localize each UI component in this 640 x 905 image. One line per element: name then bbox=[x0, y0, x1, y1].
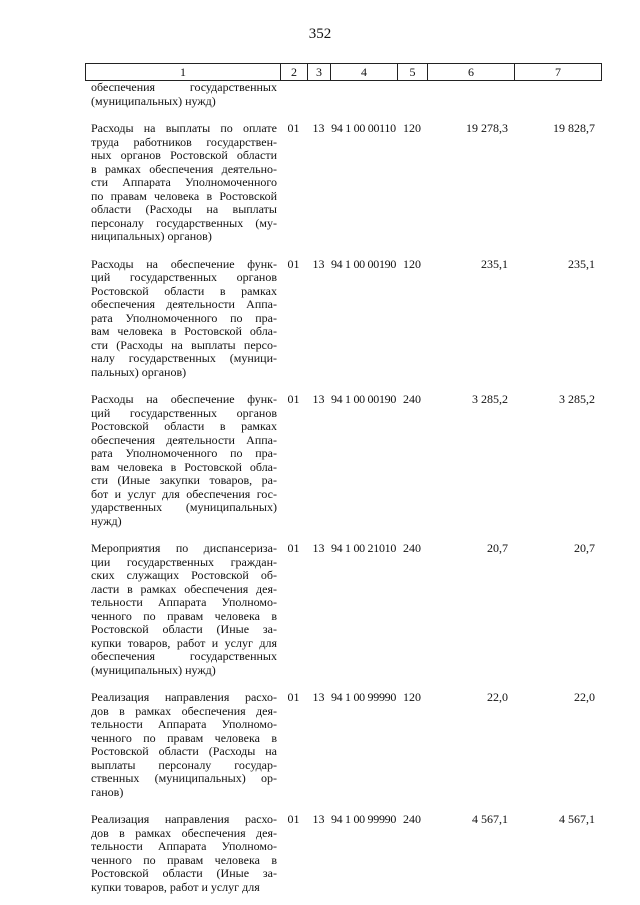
description-line: ченного по правам человека в bbox=[91, 608, 277, 623]
description-line: (муниципальных) нужд) bbox=[91, 93, 216, 108]
description-line: ганов) bbox=[91, 784, 124, 799]
table-row bbox=[85, 258, 601, 380]
target-article-code: 94 1 00 21010 bbox=[330, 541, 397, 555]
table-row bbox=[85, 691, 601, 799]
description-line: ций государственных органов bbox=[91, 405, 277, 420]
row-description bbox=[85, 393, 280, 528]
section-code: 01 bbox=[287, 121, 300, 135]
description-line: обеспечения государственных bbox=[91, 80, 277, 94]
row-description bbox=[85, 691, 280, 799]
amount-year-1: 4 567,1 bbox=[472, 812, 508, 826]
description-line: по правам человека в Ростовской bbox=[91, 188, 277, 203]
subsection-code: 13 bbox=[312, 392, 325, 406]
description-line: Расходы на обеспечение функ- bbox=[91, 256, 277, 271]
description-line: обеспечения деятельности Аппа- bbox=[91, 297, 277, 311]
description-line: рата Уполномоченного по пра- bbox=[91, 446, 277, 460]
row-description bbox=[85, 258, 280, 380]
description-line: сти Аппарата Уполномоченного bbox=[91, 175, 277, 189]
table-row bbox=[85, 122, 601, 244]
description-line: обеспечения государственных bbox=[91, 649, 277, 663]
amount-year-1: 235,1 bbox=[481, 256, 508, 271]
row-gap bbox=[85, 244, 601, 258]
row-description bbox=[85, 122, 280, 244]
target-article-code bbox=[330, 81, 397, 108]
description-line: Мероприятия по диспансеризa- bbox=[91, 541, 277, 555]
description-line: выплаты персоналу государ- bbox=[91, 757, 277, 772]
description-line: пальных) органов) bbox=[91, 364, 187, 379]
description-line: ченного по правам человека в bbox=[91, 852, 277, 867]
description-line: Ростовской области (Иные за- bbox=[91, 622, 277, 636]
description-line: Ростовской области в рамках bbox=[91, 283, 277, 298]
description-line: дов в рамках обеспечения дея- bbox=[91, 825, 277, 840]
target-article-code: 94 1 00 00110 bbox=[331, 121, 396, 135]
expense-type-code: 120 bbox=[403, 690, 421, 704]
column-header-2: 2 bbox=[281, 64, 308, 81]
subsection-code: 13 bbox=[312, 121, 325, 135]
row-gap bbox=[85, 799, 601, 813]
row-description bbox=[85, 81, 280, 108]
target-article-code: 94 1 00 00190 bbox=[330, 256, 397, 271]
expense-type-code: 240 bbox=[403, 812, 421, 826]
amount-year-2 bbox=[514, 81, 601, 108]
description-line: Ростовской области (Расходы на bbox=[91, 744, 277, 758]
amount-year-1: 22,0 bbox=[487, 690, 508, 704]
description-line: ций государственных органов bbox=[91, 270, 277, 284]
table-row bbox=[85, 81, 601, 108]
column-header-3: 3 bbox=[308, 64, 331, 81]
section-code: 01 bbox=[287, 812, 300, 826]
amount-year-1 bbox=[427, 81, 514, 108]
description-line: обеспечения деятельности Аппа- bbox=[91, 432, 277, 447]
expense-type-code: 120 bbox=[403, 121, 421, 135]
description-line: ции государственных граждан- bbox=[91, 554, 277, 569]
description-line: ударственных (муниципальных) bbox=[91, 500, 277, 514]
description-line: вам человека в Ростовской обла- bbox=[91, 459, 277, 474]
expense-type-code: 240 bbox=[403, 392, 421, 406]
description-line: Ростовской области в рамках bbox=[91, 419, 277, 433]
description-line: вам человека в Ростовской обла- bbox=[91, 324, 277, 338]
description-line: рата Уполномоченного по пра- bbox=[91, 310, 277, 325]
description-line: ченного по правам человека в bbox=[91, 730, 277, 745]
row-gap bbox=[85, 108, 601, 122]
description-line: ласти в рамках обеспечения дея- bbox=[91, 581, 277, 596]
page-number: 352 bbox=[308, 26, 332, 42]
row-gap bbox=[85, 677, 601, 691]
expense-type-code: 240 bbox=[403, 541, 421, 555]
row-gap bbox=[85, 379, 601, 393]
description-line: области (Расходы на выплаты bbox=[91, 202, 277, 216]
description-line: Расходы на выплаты по оплате bbox=[91, 121, 277, 135]
amount-year-2: 22,0 bbox=[574, 690, 595, 704]
subsection-code: 13 bbox=[312, 541, 325, 555]
column-header-7: 7 bbox=[515, 64, 602, 81]
description-line: Реализация направления расхо- bbox=[91, 812, 277, 826]
description-line: сти (Иные закупки товаров, ра- bbox=[91, 473, 277, 487]
subsection-code: 13 bbox=[312, 812, 325, 826]
expense-type-code: 120 bbox=[403, 256, 421, 271]
amount-year-2: 20,7 bbox=[574, 541, 595, 555]
amount-year-1: 20,7 bbox=[487, 541, 508, 555]
description-line: ственных (муниципальных) ор- bbox=[91, 771, 277, 785]
column-header-4: 4 bbox=[331, 64, 398, 81]
subsection-code bbox=[307, 81, 330, 108]
description-line: в рамках обеспечения деятельно- bbox=[91, 161, 277, 176]
section-code: 01 bbox=[287, 690, 300, 704]
target-article-code: 94 1 00 99990 bbox=[330, 812, 397, 826]
section-code: 01 bbox=[287, 392, 300, 406]
description-line: тельности Аппарата Уполномо- bbox=[91, 839, 277, 853]
amount-year-2: 4 567,1 bbox=[559, 812, 595, 826]
table-row bbox=[85, 542, 601, 677]
description-line: сти (Расходы на выплаты персо- bbox=[91, 337, 277, 352]
description-line: Расходы на обеспечение функ- bbox=[91, 392, 277, 406]
description-line: бот и услуг для обеспечения гос- bbox=[91, 486, 277, 501]
row-description bbox=[85, 813, 280, 894]
description-line: ских служащих Ростовской об- bbox=[91, 568, 277, 582]
table-row bbox=[85, 813, 601, 894]
description-line: персоналу государственных (му- bbox=[91, 215, 277, 230]
description-line: купки товаров, работ и услуг для bbox=[91, 635, 277, 650]
subsection-code: 13 bbox=[312, 256, 325, 271]
budget-table-body bbox=[85, 81, 601, 894]
description-line: тельности Аппарата Уполномо- bbox=[91, 717, 277, 731]
row-description bbox=[85, 542, 280, 677]
amount-year-2: 3 285,2 bbox=[559, 392, 595, 406]
section-code: 01 bbox=[287, 541, 300, 555]
target-article-code: 94 1 00 99990 bbox=[330, 690, 397, 704]
expense-type-code bbox=[397, 81, 427, 108]
column-header-6: 6 bbox=[428, 64, 515, 81]
description-line: тельности Аппарата Уполномо- bbox=[91, 595, 277, 609]
description-line: (муниципальных) нужд) bbox=[91, 662, 216, 677]
description-line: труда работников государствен- bbox=[91, 134, 277, 149]
description-line: Ростовской области (Иные за- bbox=[91, 866, 277, 880]
description-line: налу государственных (муници- bbox=[91, 351, 277, 365]
column-header-row bbox=[85, 63, 602, 81]
row-gap bbox=[85, 528, 601, 542]
subsection-code: 13 bbox=[312, 690, 325, 704]
column-header-5: 5 bbox=[398, 64, 428, 81]
column-header-1: 1 bbox=[86, 64, 281, 81]
amount-year-2: 19 828,7 bbox=[553, 121, 595, 135]
description-line: купки товаров, работ и услуг для bbox=[91, 879, 260, 894]
amount-year-1: 3 285,2 bbox=[472, 392, 508, 406]
target-article-code: 94 1 00 00190 bbox=[330, 392, 397, 406]
amount-year-2: 235,1 bbox=[568, 256, 595, 271]
description-line: ниципальных) органов) bbox=[91, 229, 212, 243]
description-line: Реализация направления расхо- bbox=[91, 690, 277, 704]
section-code bbox=[280, 81, 307, 108]
description-line: ных органов Ростовской области bbox=[91, 148, 277, 162]
table-row bbox=[85, 393, 601, 528]
section-code: 01 bbox=[287, 256, 300, 271]
description-line: дов в рамках обеспечения дея- bbox=[91, 703, 277, 718]
amount-year-1: 19 278,3 bbox=[466, 121, 508, 135]
description-line: нужд) bbox=[91, 513, 122, 528]
